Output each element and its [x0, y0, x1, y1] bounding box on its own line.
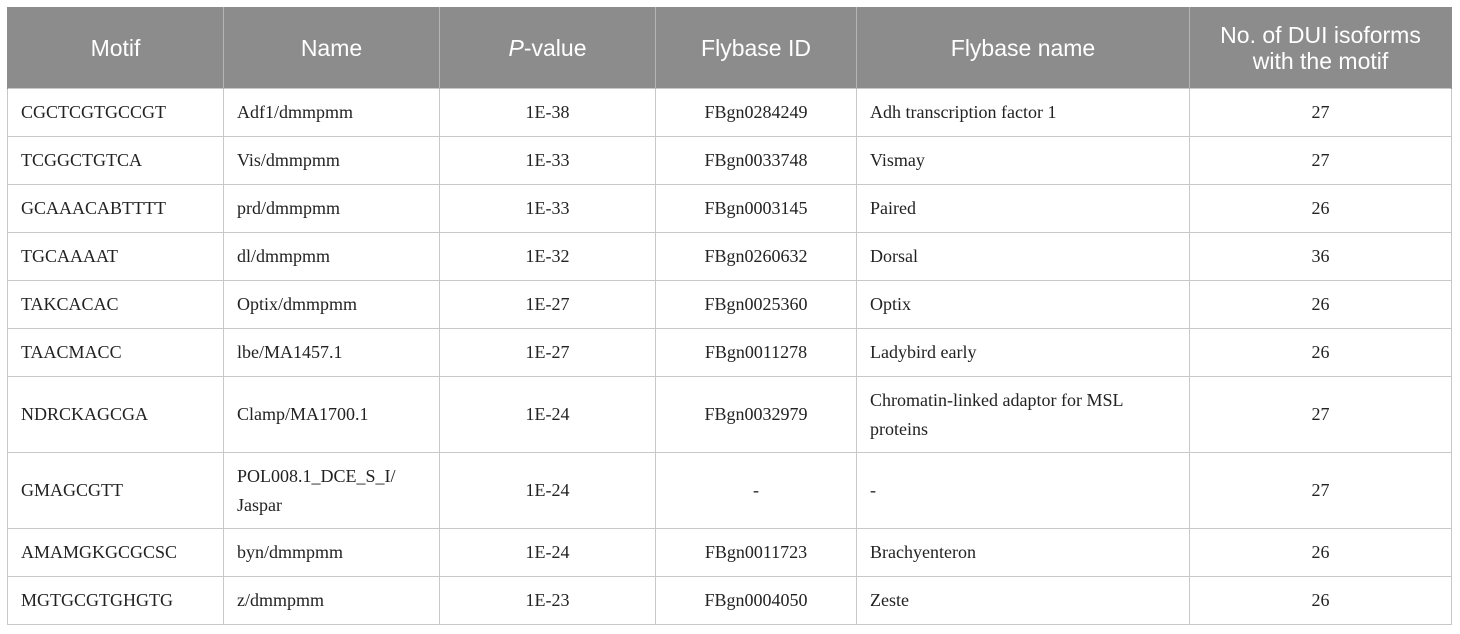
header-name: Name [224, 8, 440, 89]
cell-dui-count: 26 [1190, 281, 1452, 329]
header-pvalue-italic: P [508, 35, 524, 61]
cell-name: POL008.1_DCE_S_I/ Jaspar [224, 453, 440, 529]
cell-dui-count: 27 [1190, 137, 1452, 185]
cell-dui-count: 26 [1190, 529, 1452, 577]
cell-dui-count: 36 [1190, 233, 1452, 281]
cell-pvalue: 1E-23 [440, 577, 656, 625]
cell-flybase-name: - [857, 453, 1190, 529]
table-row [8, 281, 1452, 329]
cell-motif: AMAMGKGCGCSC [8, 529, 224, 577]
cell-pvalue: 1E-38 [440, 89, 656, 137]
cell-pvalue: 1E-27 [440, 329, 656, 377]
cell-pvalue: 1E-24 [440, 453, 656, 529]
cell-flybase-id: FBgn0033748 [656, 137, 857, 185]
table-row [8, 137, 1452, 185]
table-row [8, 329, 1452, 377]
cell-flybase-id: FBgn0260632 [656, 233, 857, 281]
cell-flybase-name: Ladybird early [857, 329, 1190, 377]
motif-table-container [7, 7, 1451, 625]
table-row [8, 453, 1452, 529]
cell-flybase-id: FBgn0004050 [656, 577, 857, 625]
cell-name: Adf1/dmmpmm [224, 89, 440, 137]
cell-motif: NDRCKAGCGA [8, 377, 224, 453]
cell-name: dl/dmmpmm [224, 233, 440, 281]
cell-motif: MGTGCGTGHGTG [8, 577, 224, 625]
header-row [8, 8, 1452, 89]
table-body [8, 89, 1452, 625]
cell-motif: TAACMACC [8, 329, 224, 377]
cell-name: Optix/dmmpmm [224, 281, 440, 329]
cell-motif: GCAAACABTTTT [8, 185, 224, 233]
header-flybase-name: Flybase name [857, 8, 1190, 89]
cell-name: prd/dmmpmm [224, 185, 440, 233]
header-dui-count: No. of DUI isoforms with the motif [1190, 8, 1452, 89]
cell-name: Vis/dmmpmm [224, 137, 440, 185]
table-row [8, 377, 1452, 453]
header-pvalue-rest: -value [523, 35, 587, 61]
cell-flybase-name: Optix [857, 281, 1190, 329]
table-row [8, 529, 1452, 577]
cell-dui-count: 26 [1190, 329, 1452, 377]
cell-flybase-name: Brachyenteron [857, 529, 1190, 577]
cell-flybase-id: FBgn0284249 [656, 89, 857, 137]
cell-pvalue: 1E-27 [440, 281, 656, 329]
header-motif: Motif [8, 8, 224, 89]
cell-pvalue: 1E-32 [440, 233, 656, 281]
cell-flybase-name: Adh transcription factor 1 [857, 89, 1190, 137]
cell-dui-count: 27 [1190, 377, 1452, 453]
table-row [8, 185, 1452, 233]
cell-flybase-name: Paired [857, 185, 1190, 233]
table-header [8, 8, 1452, 89]
table-row [8, 89, 1452, 137]
table-row [8, 233, 1452, 281]
cell-flybase-name: Vismay [857, 137, 1190, 185]
cell-dui-count: 26 [1190, 185, 1452, 233]
cell-dui-count: 26 [1190, 577, 1452, 625]
cell-dui-count: 27 [1190, 453, 1452, 529]
cell-flybase-name: Dorsal [857, 233, 1190, 281]
cell-flybase-id: FBgn0032979 [656, 377, 857, 453]
table-row [8, 577, 1452, 625]
cell-name: byn/dmmpmm [224, 529, 440, 577]
header-pvalue [440, 8, 656, 89]
cell-flybase-id: - [656, 453, 857, 529]
cell-motif: CGCTCGTGCCGT [8, 89, 224, 137]
cell-flybase-id: FBgn0011278 [656, 329, 857, 377]
cell-name: Clamp/MA1700.1 [224, 377, 440, 453]
cell-motif: TGCAAAAT [8, 233, 224, 281]
cell-flybase-id: FBgn0025360 [656, 281, 857, 329]
cell-name: lbe/MA1457.1 [224, 329, 440, 377]
cell-pvalue: 1E-24 [440, 529, 656, 577]
cell-motif: TAKCACAC [8, 281, 224, 329]
cell-pvalue: 1E-33 [440, 185, 656, 233]
motif-table [7, 7, 1452, 625]
cell-dui-count: 27 [1190, 89, 1452, 137]
cell-flybase-id: FBgn0011723 [656, 529, 857, 577]
cell-flybase-name: Zeste [857, 577, 1190, 625]
header-flybase-id: Flybase ID [656, 8, 857, 89]
cell-flybase-name: Chromatin-linked adaptor for MSL proteins [857, 377, 1190, 453]
cell-motif: TCGGCTGTCA [8, 137, 224, 185]
cell-name: z/dmmpmm [224, 577, 440, 625]
cell-flybase-id: FBgn0003145 [656, 185, 857, 233]
cell-pvalue: 1E-24 [440, 377, 656, 453]
cell-motif: GMAGCGTT [8, 453, 224, 529]
cell-pvalue: 1E-33 [440, 137, 656, 185]
